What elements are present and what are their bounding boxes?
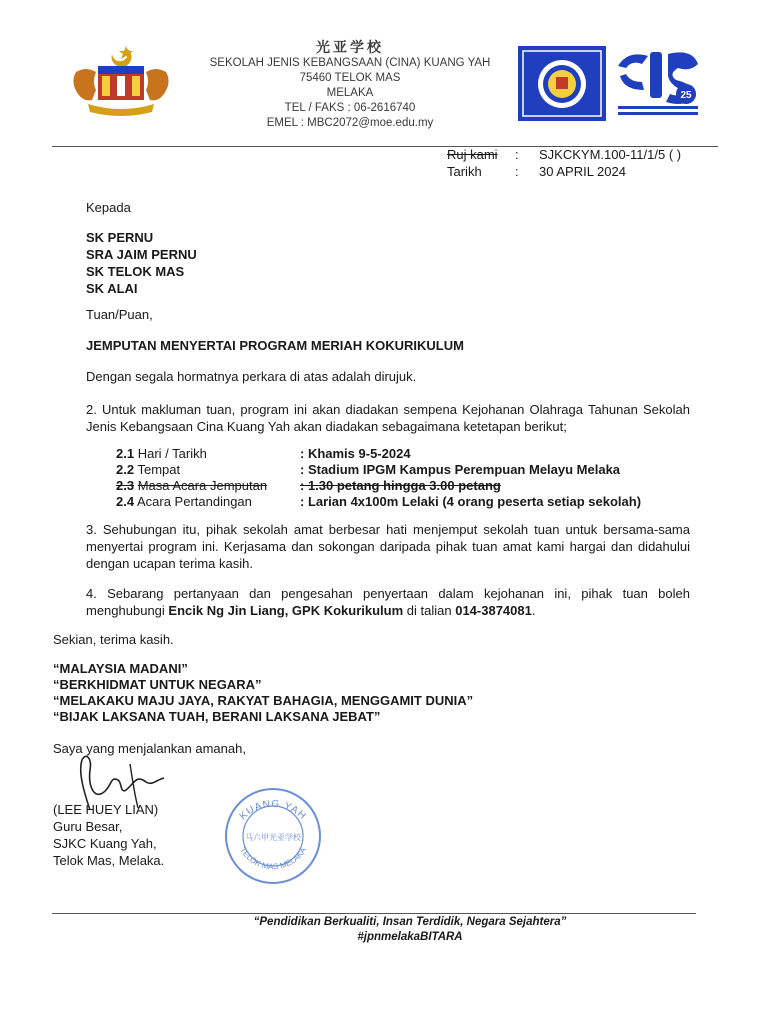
details-value: : Khamis 9-5-2024 [300, 446, 411, 461]
details-label: Tempat [137, 462, 181, 477]
stamp-top-text: KUANG YAH [237, 798, 309, 823]
email: EMEL : MBC2072@moe.edu.my [266, 117, 434, 129]
salutation: Tuan/Puan, [86, 307, 153, 322]
subject: JEMPUTAN MENYERTAI PROGRAM MERIAH KOKURIKULUM [86, 338, 464, 353]
details-num: 2.2 [116, 462, 135, 477]
school-name-chinese: 光亚学校 [316, 40, 384, 56]
footer-slogan: “Pendidikan Berkualiti, Insan Terdidik, Negara Sejahtera” [253, 916, 567, 928]
ruj-label: Ruj kami [447, 147, 498, 162]
ruj-value: SJKCKYM.100-11/1/5 ( ) [539, 147, 682, 162]
para4-before: 4. Sebarang pertanyaan dan pengesahan penyertaan dalam kejohanan ini, pihak tuan boleh menghubungi [86, 586, 690, 618]
tarikh-row [447, 163, 681, 180]
recipient-line: SK ALAI [86, 281, 138, 296]
signatory-name: (LEE HUEY LIAN) [53, 802, 159, 817]
motto-line: “MALAYSIA MADANI” [53, 661, 188, 676]
para4-after: . [531, 603, 536, 618]
signatory-title: Guru Besar, [53, 819, 123, 834]
malaysia-coat-of-arms-icon [66, 42, 176, 120]
details-num: 2.3 [116, 478, 135, 493]
details-label: Hari / Tarikh [137, 446, 207, 461]
para4-phone: 014-3874081 [455, 603, 532, 618]
recipient-line: SK PERNU [86, 230, 154, 245]
letterhead [200, 40, 500, 131]
anniversary-25-logo-icon [614, 46, 702, 121]
details-num: 2.1 [116, 446, 135, 461]
recipient-line: SK TELOK MAS [86, 264, 185, 279]
kepada-label: Kepada [86, 200, 131, 215]
details-label: Masa Acara Jemputan [137, 478, 268, 493]
tarikh-value: 30 APRIL 2024 [539, 164, 626, 179]
stamp-bottom-text: TELOK MAS MELAKA [237, 845, 309, 872]
logo-25-text: 25 [680, 90, 692, 101]
amanah-line: Saya yang menjalankan amanah, [53, 741, 246, 756]
recipient-list [86, 229, 197, 297]
paragraph-1: Dengan segala hormatnya perkara di atas adalah dirujuk. [86, 369, 417, 384]
stamp-center-text: 马六甲光亚学校 [245, 833, 301, 842]
motto-line: “BERKHIDMAT UNTUK NEGARA” [53, 677, 262, 692]
paragraph-3: 3. Sehubungan itu, pihak sekolah amat berbesar hati menjemput sekolah tuan untuk bersama-sama menyertai program ini. Kerjasama dan sokongan daripada pihak tuan amat kami hargai dan didahului dengan ucapan terima kasih. [86, 522, 690, 571]
phone-fax: TEL / FAKS : 06-2616740 [284, 102, 416, 114]
details-value: : Stadium IPGM Kampus Perempuan Melayu Melaka [300, 462, 621, 477]
signatory-school: SJKC Kuang Yah, [53, 836, 157, 851]
details-row [116, 494, 641, 510]
motto-line: “MELAKAKU MAJU JAYA, RAKYAT BAHAGIA, MENGGAMIT DUNIA” [53, 693, 474, 708]
school-stamp-icon [220, 786, 326, 886]
details-row [116, 478, 641, 494]
closing: Sekian, terima kasih. [53, 632, 174, 647]
address-state: MELAKA [326, 87, 374, 99]
details-value: : Larian 4x100m Lelaki (4 orang peserta setiap sekolah) [300, 494, 642, 509]
para4-middle: di talian [403, 603, 456, 618]
signatory-place: Telok Mas, Melaka. [53, 853, 165, 868]
signatory-block [53, 801, 164, 869]
para4-contact: Encik Ng Jin Liang, GPK Kokurikulum [168, 603, 404, 618]
reference-block [447, 146, 681, 180]
school-name: SEKOLAH JENIS KEBANGSAAN (CINA) KUANG YAH [209, 57, 491, 69]
details-num: 2.4 [116, 494, 135, 509]
motto-list [53, 661, 473, 725]
ruj-sep: : [515, 147, 519, 162]
paragraph-2: 2. Untuk makluman tuan, program ini akan diadakan sempena Kejohanan Olahraga Tahunan Sekolah Jenis Kebangsaan Cina Kuang Yah akan diadakan sebagaimana ketetapan berikut; [86, 402, 690, 434]
recipient-line: SRA JAIM PERNU [86, 247, 197, 262]
motto-line: “BIJAK LAKSANA TUAH, BERANI LAKSANA JEBAT” [53, 709, 381, 724]
footer [150, 915, 670, 945]
ruj-row [447, 146, 681, 163]
paragraph-4 [86, 585, 690, 619]
tarikh-sep: : [515, 164, 519, 179]
details-value: : 1.30 petang hingga 3.00 petang [300, 478, 501, 493]
details-row [116, 446, 641, 462]
details-row [116, 462, 641, 478]
details-label: Acara Pertandingan [136, 494, 252, 509]
address-postcode: 75460 TELOK MAS [299, 72, 401, 84]
school-logo-icon [518, 46, 606, 121]
footer-hashtag: #jpnmelakaBITARA [357, 931, 463, 943]
svg-text:KUANG YAH [238, 799, 309, 823]
tarikh-label: Tarikh [447, 164, 482, 179]
svg-text:TELOK MAS MELAKA [238, 845, 308, 871]
footer-divider [52, 913, 696, 914]
details-table [116, 446, 641, 510]
